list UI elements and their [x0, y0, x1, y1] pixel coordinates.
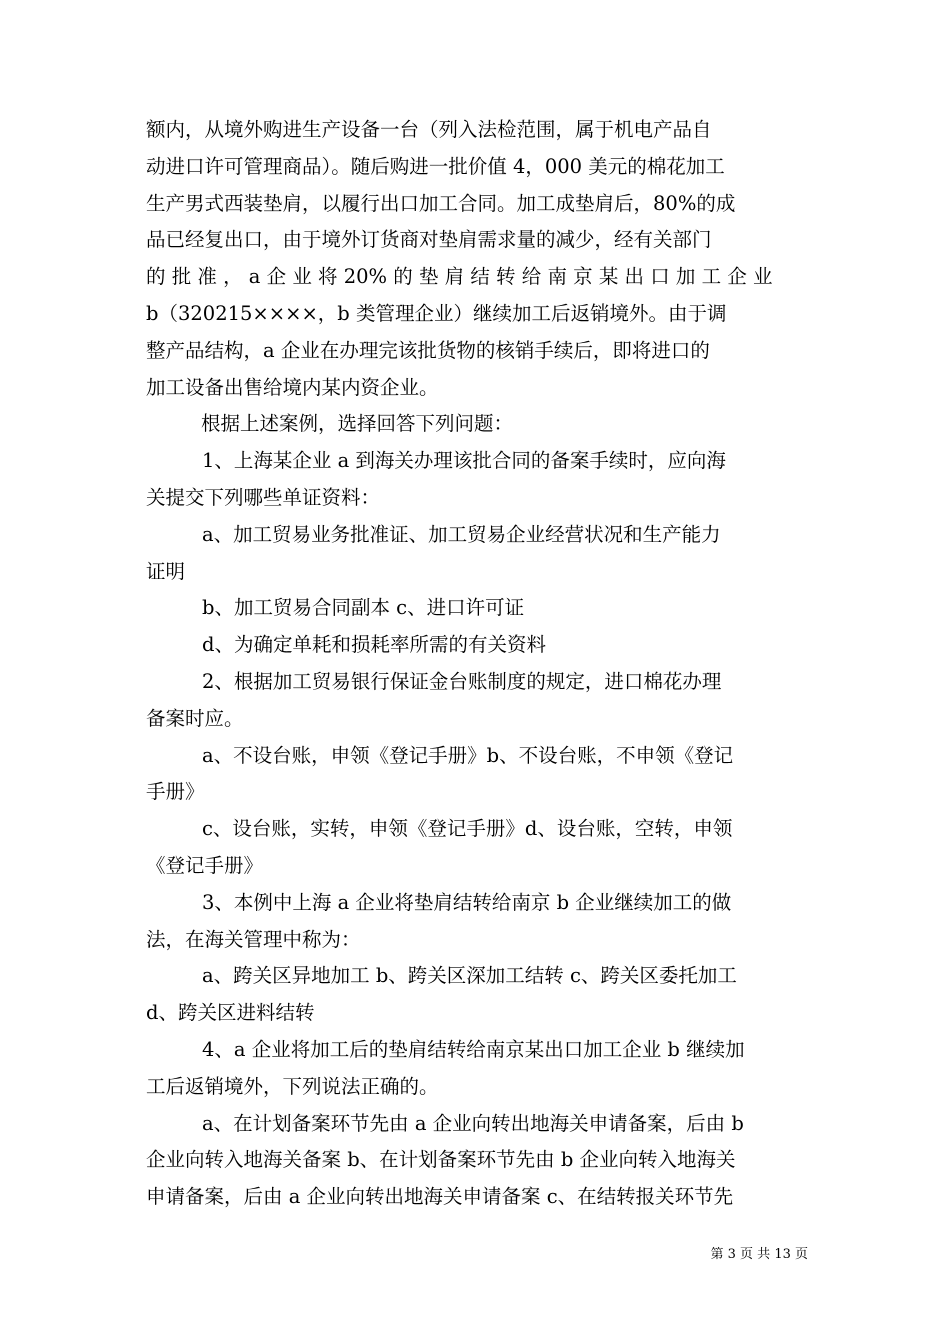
text-line: 额内，从境外购进生产设备一台（列入法检范围，属于机电产品自 — [146, 118, 712, 141]
option-line: a、不设台账，申领《登记手册》b、不设台账，不申领《登记 — [202, 743, 734, 767]
option-line: a、跨关区异地加工 b、跨关区深加工结转 c、跨关区委托加工 — [202, 964, 737, 988]
text-line: 证明 — [146, 559, 186, 583]
text-line: b（320215××××，b 类管理企业）继续加工后返销境外。由于调 — [146, 301, 727, 325]
text-line: 的 批 准 ， a 企 业 将 20% 的 垫 肩 结 转 给 南 京 某 出 口 加 工 企 业 — [146, 265, 773, 289]
text-line: 整产品结构，a 企业在办理完该批货物的核销手续后，即将进口的 — [146, 338, 710, 362]
text-line: 手册》 — [146, 780, 205, 804]
text-line: 生产男式西装垫肩，以履行出口加工合同。加工成垫肩后，80%的成 — [146, 191, 736, 215]
text-line: 关提交下列哪些单证资料： — [146, 485, 381, 509]
text-line: d、跨关区进料结转 — [146, 1001, 315, 1025]
text-line: 《登记手册》 — [146, 853, 264, 877]
text-line: 备案时应。 — [146, 706, 244, 730]
question-4: 4、a 企业将加工后的垫肩结转给南京某出口加工企业 b 继续加 — [202, 1037, 745, 1061]
option-line: b、加工贸易合同副本 c、进口许可证 — [202, 596, 525, 620]
page-number: 第 3 页 共 13 页 — [710, 1247, 808, 1262]
question-2: 2、根据加工贸易银行保证金台账制度的规定，进口棉花办理 — [202, 669, 722, 693]
text-line: 品已经复出口，由于境外订货商对垫肩需求量的减少，经有关部门 — [146, 228, 712, 252]
question-1: 1、上海某企业 a 到海关办理该批合同的备案手续时，应向海 — [202, 449, 726, 473]
section-intro: 根据上述案例，选择回答下列问题： — [201, 412, 514, 436]
option-line: a、在计划备案环节先由 a 企业向转出地海关申请备案，后由 b — [202, 1111, 744, 1135]
option-line: d、为确定单耗和损耗率所需的有关资料 — [202, 633, 546, 657]
text-line: 加工设备出售给境内某内资企业。 — [146, 375, 439, 399]
text-line: 动进口许可管理商品）。随后购进一批价值 4，000 美元的棉花加工 — [146, 154, 725, 178]
option-line: a、加工贸易业务批准证、加工贸易企业经营状况和生产能力 — [202, 522, 721, 546]
question-3: 3、本例中上海 a 企业将垫肩结转给南京 b 企业继续加工的做 — [202, 890, 732, 914]
text-line: 法，在海关管理中称为： — [146, 927, 361, 951]
text-line: 企业向转入地海关备案 b、在计划备案环节先由 b 企业向转入地海关 — [146, 1148, 736, 1172]
text-line: 工后返销境外，下列说法正确的。 — [146, 1074, 439, 1098]
option-line: c、设台账，实转，申领《登记手册》d、设台账，空转，申领 — [202, 817, 733, 841]
text-line: 申请备案，后由 a 企业向转出地海关申请备案 c、在结转报关环节先 — [146, 1185, 734, 1209]
document-body — [146, 112, 808, 1216]
